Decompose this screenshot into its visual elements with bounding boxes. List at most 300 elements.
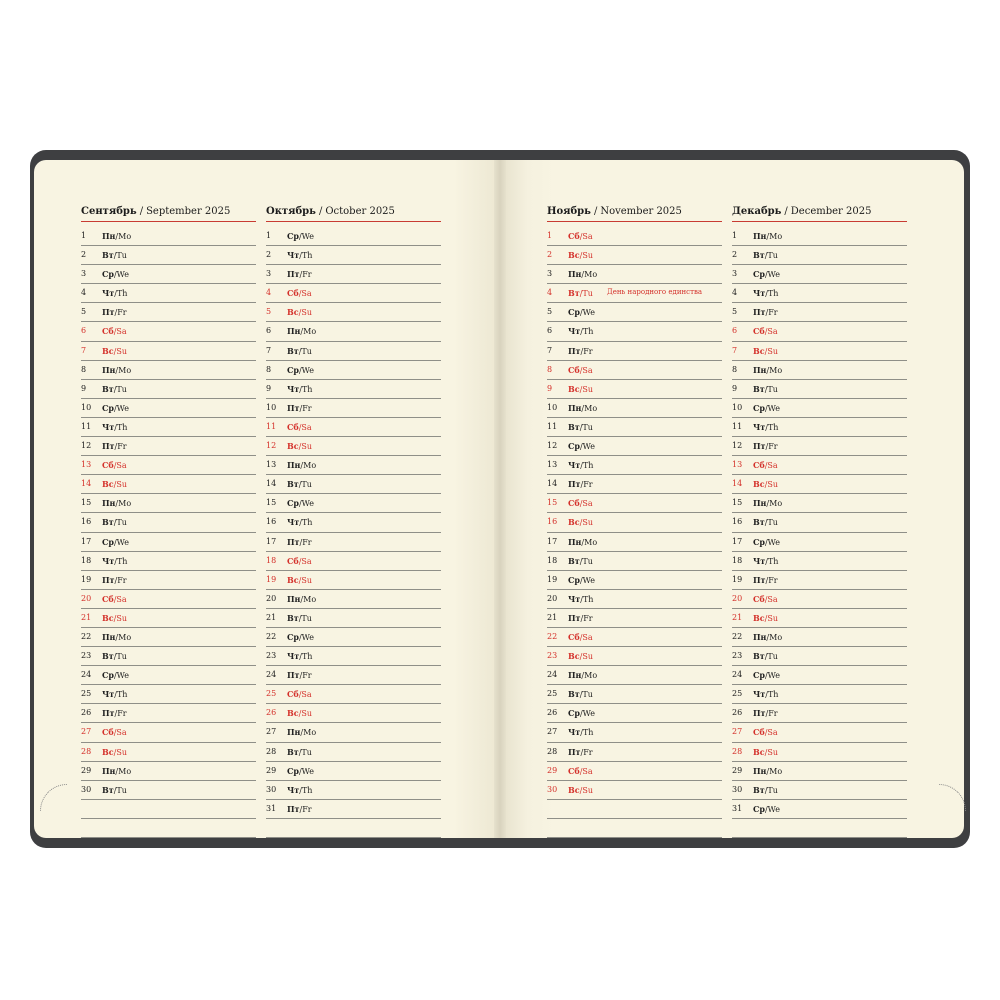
day-row: [266, 456, 441, 475]
day-row: [81, 322, 256, 341]
blank-row: [81, 819, 256, 838]
weekday-en: Mo: [303, 594, 317, 604]
weekday-ru: Вт: [102, 784, 114, 795]
weekday-en: Fr: [302, 804, 312, 814]
weekday: Вс/Su: [287, 708, 312, 719]
weekday-ru: Ср: [102, 402, 114, 413]
weekday-en: We: [301, 499, 314, 509]
weekday-en: Su: [582, 785, 593, 795]
weekday-ru: Сб: [102, 593, 114, 604]
weekday: Пн/Mo: [753, 765, 783, 776]
weekday-ru: Пт: [568, 479, 581, 490]
day-number: 21: [266, 612, 277, 622]
weekday-en: Fr: [768, 308, 778, 318]
weekday-ru: Вт: [287, 612, 299, 623]
weekday-en: Su: [767, 613, 778, 623]
day-row: [81, 590, 256, 609]
weekday-ru: Вс: [287, 441, 299, 452]
day-number: 27: [732, 727, 743, 737]
day-row: [732, 265, 907, 284]
weekday-en: Sa: [582, 232, 593, 241]
weekday-ru: Ср: [753, 269, 765, 280]
weekday-en: Su: [582, 518, 593, 528]
day-number: 24: [732, 670, 743, 680]
weekday: Ср/We: [287, 364, 314, 375]
weekday-en: We: [767, 804, 780, 814]
day-number: 16: [732, 517, 743, 527]
weekday: Пт/Fr: [568, 746, 593, 757]
weekday-ru: Вт: [568, 689, 580, 700]
weekday-en: Su: [582, 652, 593, 662]
weekday-en: Fr: [302, 270, 312, 280]
weekday-ru: Ср: [753, 803, 765, 814]
day-number: 30: [732, 784, 743, 794]
day-row: [547, 571, 722, 590]
day-row: [547, 513, 722, 532]
weekday-en: Th: [767, 422, 779, 432]
day-row: [547, 552, 722, 571]
day-row: [732, 437, 907, 456]
day-row: [732, 227, 907, 246]
weekday: Сб/Sa: [753, 593, 778, 604]
weekday-en: Su: [301, 575, 312, 585]
weekday-en: Mo: [118, 365, 132, 375]
weekday-ru: Сб: [287, 288, 299, 299]
weekday: Вс/Su: [287, 307, 312, 318]
day-row: [547, 227, 722, 246]
day-row: [266, 781, 441, 800]
weekday: Пн/Mo: [753, 498, 783, 509]
weekday-ru: Вс: [568, 250, 580, 261]
weekday-en: Tu: [582, 690, 593, 700]
weekday: Ср/We: [568, 708, 595, 719]
weekday: Пт/Fr: [287, 402, 312, 413]
weekday-ru: Пт: [102, 574, 115, 585]
weekday: Пн/Mo: [287, 593, 317, 604]
month-header: Сентябрь / September 2025: [81, 205, 256, 222]
day-number: 29: [266, 765, 277, 775]
day-row: [266, 494, 441, 513]
day-number: 23: [266, 651, 277, 661]
weekday-ru: Чт: [287, 784, 300, 795]
day-list: [266, 227, 441, 838]
weekday-en: Tu: [116, 518, 127, 528]
weekday-ru: Вс: [102, 746, 114, 757]
weekday: Сб/Sa: [287, 421, 312, 432]
weekday-ru: Ср: [568, 307, 580, 318]
weekday-ru: Вт: [102, 517, 114, 528]
month-name-en: September 2025: [146, 206, 231, 217]
weekday-en: Th: [582, 327, 594, 337]
weekday-ru: Ср: [287, 765, 299, 776]
day-number: 17: [81, 536, 92, 546]
weekday-ru: Вт: [568, 555, 580, 566]
weekday-en: Sa: [301, 556, 312, 566]
weekday-en: Su: [767, 480, 778, 490]
weekday-en: Mo: [303, 728, 317, 738]
weekday-ru: Сб: [753, 460, 765, 471]
day-row: [81, 781, 256, 800]
weekday-en: Th: [582, 594, 594, 604]
weekday-ru: Сб: [568, 498, 580, 509]
weekday-ru: Ср: [102, 670, 114, 681]
weekday-ru: Пн: [753, 231, 767, 241]
day-number: 2: [547, 250, 553, 260]
day-row: [81, 666, 256, 685]
weekday-ru: Вт: [753, 383, 765, 394]
day-number: 5: [266, 307, 272, 317]
weekday-en: We: [301, 766, 314, 776]
day-number: 1: [732, 231, 738, 240]
day-row: [547, 380, 722, 399]
weekday-en: Fr: [302, 537, 312, 547]
weekday-en: Sa: [301, 690, 312, 700]
weekday: Пт/Fr: [102, 441, 127, 452]
day-row: [732, 456, 907, 475]
weekday-ru: Пт: [753, 441, 766, 452]
day-row: [81, 265, 256, 284]
holiday-note: День народного единства: [607, 288, 703, 297]
weekday-ru: Ср: [287, 631, 299, 642]
weekday-ru: Вс: [102, 612, 114, 623]
weekday-en: Fr: [583, 613, 593, 623]
day-number: 16: [81, 517, 92, 527]
weekday-en: Sa: [582, 632, 593, 642]
weekday: Вт/Tu: [568, 421, 593, 432]
day-row: [81, 647, 256, 666]
weekday: Пн/Mo: [753, 364, 783, 375]
day-row: [547, 628, 722, 647]
weekday: Вс/Su: [287, 441, 312, 452]
day-row: [732, 533, 907, 552]
month-header: Октябрь / October 2025: [266, 205, 441, 222]
weekday-ru: Вс: [287, 708, 299, 719]
weekday-ru: Вт: [102, 383, 114, 394]
weekday: Ср/We: [287, 231, 314, 241]
weekday: Ср/We: [753, 269, 780, 280]
weekday: Ср/We: [102, 536, 129, 547]
day-row: [732, 647, 907, 666]
weekday: Сб/Sa: [287, 555, 312, 566]
weekday-ru: Чт: [102, 689, 115, 700]
day-row: [732, 723, 907, 742]
day-row: [81, 380, 256, 399]
day-number: 17: [266, 536, 277, 546]
weekday: Вт/Tu: [753, 651, 778, 662]
weekday-ru: Сб: [287, 689, 299, 700]
weekday: Чт/Th: [287, 651, 313, 662]
day-number: 29: [81, 765, 92, 775]
weekday-ru: Пн: [568, 536, 582, 547]
day-row: [732, 342, 907, 361]
weekday: Сб/Sa: [568, 364, 593, 375]
weekday-en: Th: [301, 251, 313, 261]
weekday-en: We: [582, 442, 595, 452]
weekday-ru: Вт: [287, 345, 299, 356]
day-row: [266, 361, 441, 380]
weekday: Пн/Mo: [568, 269, 598, 280]
weekday-ru: Сб: [102, 460, 114, 471]
day-number: 25: [547, 689, 558, 699]
weekday: Сб/Sa: [753, 460, 778, 471]
weekday: Пт/Fr: [568, 612, 593, 623]
day-number: 21: [81, 612, 92, 622]
weekday: Сб/Sa: [753, 727, 778, 738]
day-row: [732, 704, 907, 723]
weekday: Вт/Tu: [753, 383, 778, 394]
weekday-en: Sa: [767, 728, 778, 738]
weekday-en: Sa: [582, 499, 593, 509]
weekday-ru: Ср: [568, 441, 580, 452]
day-number: 12: [732, 441, 743, 451]
weekday-en: Fr: [583, 747, 593, 757]
day-number: 22: [81, 631, 92, 641]
weekday-ru: Сб: [753, 326, 765, 337]
day-row: [266, 609, 441, 628]
day-row: [81, 418, 256, 437]
weekday-ru: Вс: [102, 345, 114, 356]
day-number: 12: [547, 441, 558, 451]
weekday-ru: Чт: [753, 555, 766, 566]
day-row: [81, 552, 256, 571]
weekday-en: We: [767, 403, 780, 413]
day-number: 3: [547, 269, 553, 279]
weekday-en: Fr: [768, 709, 778, 719]
day-number: 13: [732, 460, 743, 470]
day-row: [81, 246, 256, 265]
weekday-en: Tu: [582, 422, 593, 432]
weekday: Чт/Th: [568, 593, 594, 604]
day-number: 14: [81, 479, 92, 489]
weekday: Пн/Mo: [102, 631, 132, 642]
day-number: 23: [81, 651, 92, 661]
day-row: [81, 303, 256, 322]
day-number: 11: [732, 421, 743, 431]
day-row: [547, 456, 722, 475]
weekday: Ср/We: [287, 765, 314, 776]
weekday-en: Tu: [767, 251, 778, 261]
day-number: 5: [81, 307, 87, 317]
weekday: Вт/Tu: [287, 479, 312, 490]
weekday: Ср/We: [287, 498, 314, 509]
month-december: [732, 205, 907, 838]
day-number: 20: [266, 593, 277, 603]
month-name-en: October 2025: [325, 206, 395, 217]
weekday-en: Mo: [584, 537, 598, 547]
day-row: [732, 685, 907, 704]
weekday-ru: Чт: [568, 727, 581, 738]
weekday-en: Su: [301, 709, 312, 719]
day-number: 31: [266, 803, 277, 813]
day-number: 20: [547, 593, 558, 603]
day-number: 17: [547, 536, 558, 546]
day-number: 4: [732, 288, 738, 298]
day-row: [547, 284, 722, 303]
weekday: Чт/Th: [102, 689, 128, 700]
weekday: Пн/Mo: [102, 231, 132, 241]
day-number: 28: [81, 746, 92, 756]
day-row: [266, 743, 441, 762]
day-list: [732, 227, 907, 838]
weekday-ru: Пт: [753, 708, 766, 719]
weekday: Сб/Sa: [102, 727, 127, 738]
day-number: 26: [547, 708, 558, 718]
month-september: [81, 205, 256, 838]
weekday: Пт/Fr: [287, 536, 312, 547]
day-number: 9: [547, 383, 553, 393]
weekday-en: We: [301, 232, 314, 241]
weekday: Чт/Th: [102, 421, 128, 432]
weekday: Вт/Tu: [568, 555, 593, 566]
weekday-en: Mo: [118, 499, 132, 509]
weekday: Чт/Th: [568, 727, 594, 738]
day-number: 4: [266, 288, 272, 298]
weekday-ru: Ср: [568, 708, 580, 719]
weekday: Пт/Fr: [287, 269, 312, 280]
weekday-ru: Вт: [287, 479, 299, 490]
weekday: Пн/Mo: [287, 727, 317, 738]
day-number: 8: [732, 364, 738, 374]
book-spine: [494, 160, 506, 838]
day-number: 1: [266, 231, 272, 240]
weekday: Сб/Sa: [753, 326, 778, 337]
weekday-en: Su: [116, 480, 127, 490]
weekday-ru: Пт: [102, 708, 115, 719]
weekday-ru: Пн: [753, 364, 767, 375]
weekday-ru: Пн: [568, 402, 582, 413]
weekday-ru: Пн: [287, 326, 301, 337]
weekday-ru: Пт: [568, 345, 581, 356]
weekday: Пн/Mo: [102, 364, 132, 375]
weekday: Вт/Tu: [753, 784, 778, 795]
weekday: Пт/Fr: [568, 345, 593, 356]
weekday-en: We: [301, 365, 314, 375]
weekday-en: We: [116, 403, 129, 413]
day-row: [547, 342, 722, 361]
weekday: Вс/Su: [753, 612, 778, 623]
day-row: [81, 533, 256, 552]
weekday-ru: Пт: [568, 746, 581, 757]
day-number: 30: [547, 784, 558, 794]
day-number: 6: [547, 326, 553, 336]
weekday-ru: Чт: [287, 517, 300, 528]
day-row: [547, 494, 722, 513]
weekday: Пт/Fr: [287, 803, 312, 814]
weekday-en: Fr: [117, 709, 127, 719]
weekday-ru: Сб: [287, 421, 299, 432]
weekday: Вт/Tu: [568, 689, 593, 700]
weekday-en: Tu: [767, 652, 778, 662]
weekday: Ср/We: [102, 402, 129, 413]
weekday-en: Fr: [768, 575, 778, 585]
day-number: 12: [81, 441, 92, 451]
day-row: [81, 628, 256, 647]
day-number: 11: [266, 421, 277, 431]
weekday: Чт/Th: [568, 326, 594, 337]
weekday: Чт/Th: [102, 555, 128, 566]
day-number: 20: [732, 593, 743, 603]
day-row: [732, 552, 907, 571]
weekday-en: We: [767, 537, 780, 547]
weekday: Пт/Fr: [753, 441, 778, 452]
weekday-ru: Вт: [753, 517, 765, 528]
day-row: [547, 609, 722, 628]
weekday: Ср/We: [287, 631, 314, 642]
day-row: [732, 571, 907, 590]
weekday-ru: Ср: [753, 402, 765, 413]
weekday-ru: Сб: [102, 727, 114, 738]
weekday: Пн/Mo: [568, 670, 598, 681]
weekday-en: Th: [116, 690, 128, 700]
weekday: Сб/Sa: [102, 593, 127, 604]
day-number: 9: [732, 383, 738, 393]
day-number: 18: [266, 555, 277, 565]
weekday: Вс/Su: [753, 479, 778, 490]
day-number: 17: [732, 536, 743, 546]
weekday-en: Sa: [767, 594, 778, 604]
day-row: [266, 666, 441, 685]
day-number: 9: [266, 383, 272, 393]
weekday: Чт/Th: [568, 460, 594, 471]
weekday: Чт/Th: [753, 421, 779, 432]
weekday: Пн/Mo: [753, 231, 783, 241]
day-number: 13: [547, 460, 558, 470]
weekday-ru: Пн: [102, 231, 116, 241]
weekday-en: Su: [582, 384, 593, 394]
weekday-ru: Чт: [753, 288, 766, 299]
weekday-en: Th: [116, 289, 128, 299]
day-row: [266, 590, 441, 609]
day-number: 15: [547, 498, 558, 508]
day-row: [732, 781, 907, 800]
day-row: [732, 609, 907, 628]
day-row: [732, 513, 907, 532]
day-row: [732, 475, 907, 494]
day-row: [81, 609, 256, 628]
weekday-ru: Ср: [287, 364, 299, 375]
day-row: [81, 361, 256, 380]
blank-row: [547, 819, 722, 838]
day-number: 19: [732, 574, 743, 584]
weekday-en: Sa: [301, 422, 312, 432]
day-number: 13: [81, 460, 92, 470]
day-number: 5: [732, 307, 738, 317]
weekday: Пт/Fr: [102, 708, 127, 719]
day-row: [732, 762, 907, 781]
weekday-en: Su: [582, 251, 593, 261]
weekday-ru: Ср: [287, 498, 299, 509]
weekday-ru: Пн: [102, 631, 116, 642]
weekday-en: Mo: [769, 499, 783, 509]
weekday: Пт/Fr: [568, 479, 593, 490]
day-number: 15: [81, 498, 92, 508]
weekday: Вт/Tu: [102, 651, 127, 662]
day-row: [266, 399, 441, 418]
weekday-en: Sa: [116, 728, 127, 738]
day-row: [547, 781, 722, 800]
day-row: [81, 762, 256, 781]
day-number: 22: [547, 631, 558, 641]
day-number: 25: [732, 689, 743, 699]
day-number: 26: [81, 708, 92, 718]
weekday: Ср/We: [568, 441, 595, 452]
weekday: Вт/Tu: [753, 517, 778, 528]
day-number: 10: [266, 402, 277, 412]
day-number: 5: [547, 307, 553, 317]
month-november: [547, 205, 722, 838]
weekday-ru: Вс: [287, 307, 299, 318]
weekday: Сб/Sa: [568, 631, 593, 642]
